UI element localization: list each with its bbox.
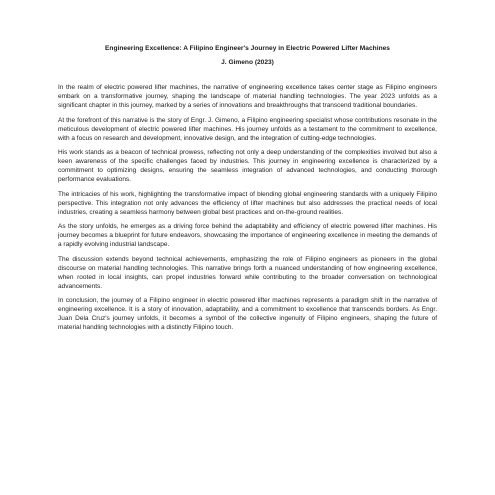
paragraph: The discussion extends beyond technical achievements, emphasizing the role of Filipino engineers as pioneers in the global discourse on material handling technologies. This narrative brings forth a nuanced understanding of how engineering excellence, when rooted in local insights, can propel industries forward while contributing to the broader conversation on technological advancements. xyxy=(58,255,437,290)
paragraph: As the story unfolds, he emerges as a driving force behind the adaptability and efficiency of electric powered lifter machines. His journey becomes a blueprint for future endeavors, showcasing the importance of engineering excellence in meeting the demands of a rapidly evolving industrial landscape. xyxy=(58,223,437,248)
paragraph: At the forefront of this narrative is the story of Engr. J. Gimeno, a Filipino engineering specialist whose contributions resonate in the meticulous development of electric powered lifter machines. His journey unfolds as a testament to the commitment to excellence, with a focus on research and development, innovative design, and the integration of cutting-edge technologies. xyxy=(58,116,437,142)
paragraph: In conclusion, the journey of a Filipino engineer in electric powered lifter machines represents a paradigm shift in the narrative of engineering excellence. It is a story of innovation, adaptability, and a commitment to excellence that transcends borders. As Engr. Juan Dela Cruz's journey unfolds, it becomes a symbol of the collective ingenuity of Filipino engineers, shaping the future of material handling technologies with a distinctly Filipino touch. xyxy=(58,297,437,331)
paragraph: His work stands as a beacon of technical prowess, reflecting not only a deep understanding of the complexities involved but also a keen awareness of the specific challenges faced by industries. This journey in engineering excellence is characterized by a commitment to optimizing designs, ensuring the seamless integration of advanced technologies, and conducting thorough performance evaluations. xyxy=(58,149,437,183)
document-author: J. Gimeno (2023) xyxy=(221,59,274,66)
document-title: Engineering Excellence: A Filipino Engineer's Journey in Electric Powered Lifter Machines xyxy=(105,45,390,52)
document-body xyxy=(58,83,437,338)
paragraph: The intricacies of his work, highlighting the transformative impact of blending global engineering standards with a uniquely Filipino perspective. This integration not only advances the efficiency of lifter machines but also addresses the practical needs of local industries, creating a seamless harmony between global best practices and on-the-ground realities. xyxy=(58,190,437,216)
paragraph: In the realm of electric powered lifter machines, the narrative of engineering excellence takes center stage as Filipino engineers embark on a transformative journey, shaping the landscape of material handling technologies. The year 2023 unfolds as a significant chapter in this journey, marked by a series of innovations and breakthroughs that transcend traditional boundaries. xyxy=(58,84,437,109)
